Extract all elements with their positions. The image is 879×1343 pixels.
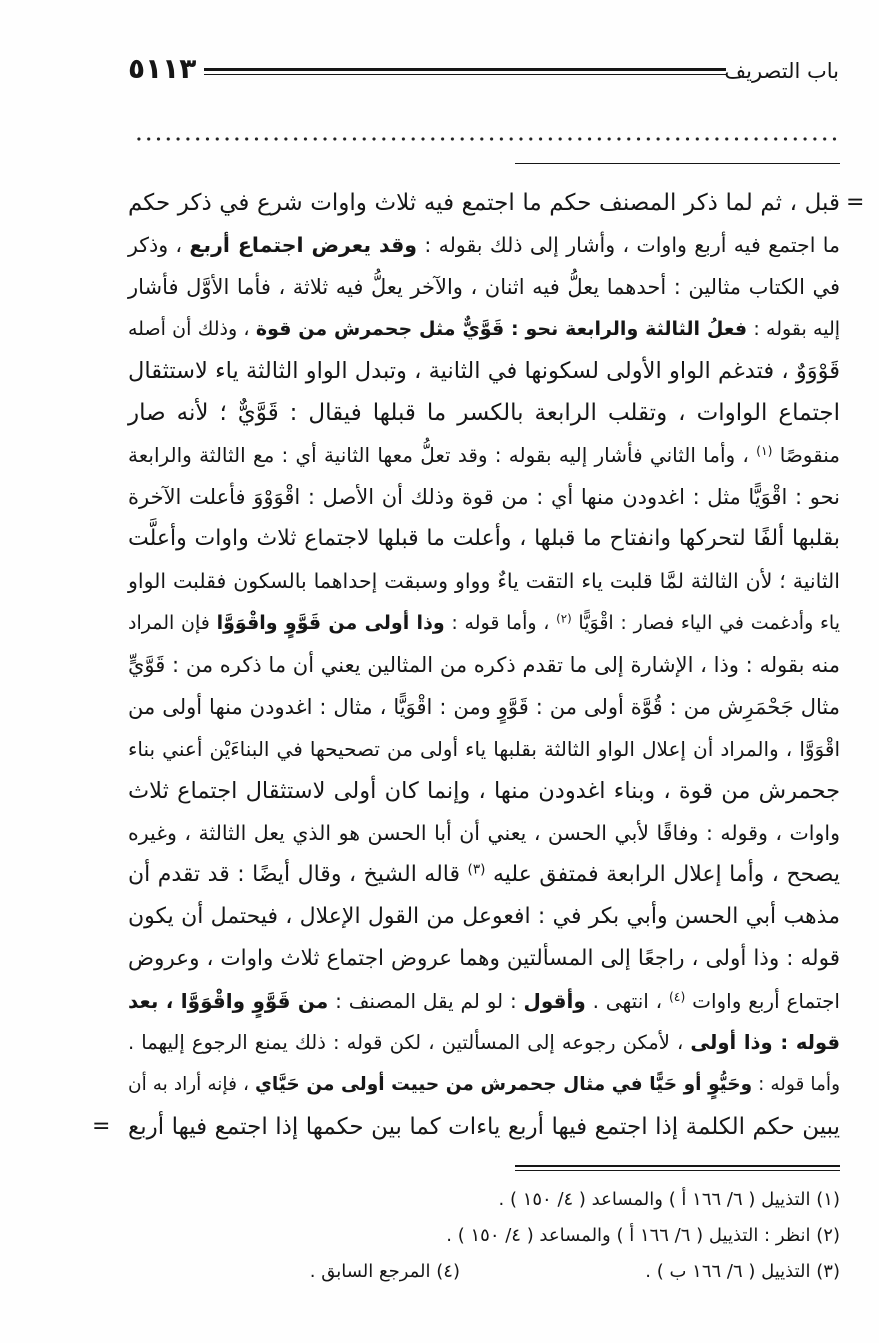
footnote: (٣) التذييل ( ٦/ ١٦٦ ب ) . [645, 1261, 840, 1282]
text-run: واوات ، وقوله : وفاقًا لأبي الحسن ، يعني أن أبا الحسن هو الذي يعل الثالثة ، وغيره [128, 821, 840, 845]
text-line [128, 518, 840, 560]
quoted-text: وقد يعرض اجتماع أربع [189, 233, 418, 257]
text-run: اقْوَوَّا ، والمراد أن إعلال الواو الثالثة بقلبها ياء أولى من تصحيحها في البناءَيْن أعني بناء [128, 737, 840, 761]
text-run: ، لأمكن رجوعه إلى المسألتين ، لكن قوله : ذلك يمنع الرجوع إليهما . [128, 1031, 691, 1054]
quoted-text: وذا أولى من قَوَّوٍ واقْوَوَّا [216, 612, 445, 634]
continuation-mark-start: = [846, 190, 865, 215]
text-line [128, 896, 840, 938]
text-line [128, 1064, 840, 1106]
section-rule [515, 163, 840, 164]
text-run: قبل ، ثم لما ذكر المصنف حكم ما اجتمع فيه ثلاث واوات شرع في ذكر حكم [128, 190, 840, 216]
text-run: يصحح ، وأما إعلال الرابعة فمتفق عليه [485, 862, 840, 887]
text-line [128, 728, 840, 770]
text-line [128, 812, 840, 854]
text-run: جحمرش من قوة ، وبناء اغدودن منها ، وإنما كان أولى لاستثقال اجتماع ثلاث [128, 778, 840, 804]
text-line [128, 1022, 840, 1064]
text-line [128, 938, 840, 980]
footnote-reference: (١) [756, 443, 773, 459]
footnote-reference: (٣) [467, 861, 486, 878]
text-line [128, 644, 840, 686]
footnote-line [128, 1254, 840, 1290]
text-run: اجتماع أربع واوات [685, 989, 840, 1013]
text-line [128, 560, 840, 602]
text-run: قوله : وذا أولى ، راجعًا إلى المسألتين وهما عروض اجتماع ثلاث واوات ، وعروض [128, 946, 840, 971]
dotted-rule [134, 136, 840, 142]
text-line [128, 350, 840, 392]
footnote: (١) التذييل ( ٦/ ١٦٦ أ ) والمساعد ( ٤/ ١٥٠ ) . [498, 1189, 840, 1210]
text-run: ، وأما الثاني فأشار إليه بقوله : وقد تعلُّ معها الثانية أي : مع الثالثة والرابعة [128, 443, 757, 467]
footnote-line [128, 1218, 840, 1254]
text-line [128, 980, 840, 1022]
quoted-text: وحَيُّوٍ أو حَيًّا في مثال جحمرش من حييت أولى من حَيَّاي [254, 1074, 753, 1095]
text-run: ، وذلك أن أصله [128, 318, 256, 340]
text-run: الثانية ؛ لأن الثالثة لمَّا قلبت ياء التقت ياءٌ وواو وسبقت إحداهما بالسكون فقلبت الواو [128, 569, 840, 593]
text-run: قاله الشيخ ، وقال أيضًا : قد تقدم أن [128, 862, 468, 887]
text-run: بقلبها ألفًا لتحركها وانفتاح ما قبلها ، وأعلت ما قبلها لاجتماع ثلاث واوات وأعلَّت [128, 526, 840, 551]
text-run: وأما قوله : [752, 1074, 841, 1095]
text-run: ياء وأدغمت في الياء فصار : اقْوَيًّا [571, 612, 840, 634]
text-run: : لو لم يقل المصنف : [328, 989, 524, 1013]
text-line [128, 434, 840, 476]
text-run: ما اجتمع فيه أربع واوات ، وأشار إلى ذلك بقوله : [417, 233, 840, 257]
text-run: منقوصًا [772, 443, 840, 467]
text-run: فإن المراد [128, 612, 217, 634]
text-run: ، وأما قوله : [444, 612, 557, 634]
text-run: منه بقوله : وذا ، الإشارة إلى ما تقدم ذكره من المثالين يعني أن ما ذكره من : قَوَّيٍّ [128, 653, 840, 677]
text-line [128, 182, 840, 224]
footnote-separator [515, 1165, 840, 1171]
text-line [128, 602, 840, 644]
text-line [128, 266, 840, 308]
text-line [128, 854, 840, 896]
text-run: ، وذكر [128, 233, 190, 257]
header-double-rule [204, 68, 726, 75]
page-number: ٥١١٣ [128, 52, 197, 85]
text-line [128, 770, 840, 812]
text-run: ، انتهى . [585, 989, 669, 1013]
text-run: إليه بقوله : [747, 318, 841, 340]
text-line [128, 686, 840, 728]
text-run: نحو : اقْوَيًّا مثل : اغدودن منها أي : من قوة وذلك أن الأصل : اقْوَوْوَ فأعلت الآخرة [128, 485, 840, 509]
text-run: يبين حكم الكلمة إذا اجتمع فيها أربع ياءات كما بين حكمها إذا اجتمع فيها أربع [128, 1114, 840, 1140]
footnote-line [128, 1182, 840, 1218]
running-title: باب التصريف [724, 59, 839, 83]
main-text [128, 182, 840, 1148]
text-run: اجتماع الواوات ، وتقلب الرابعة بالكسر ما قبلها فيقال : قَوَّيٌّ ؛ لأنه صار [128, 400, 840, 426]
continuation-mark-end: = [92, 1114, 111, 1139]
text-line [128, 1106, 840, 1148]
quoted-text: من قَوَّوٍ واقْوَوَّا ، بعد [128, 989, 329, 1013]
text-line [128, 308, 840, 350]
text-run: ، فإنه أراد به أن [128, 1074, 255, 1095]
text-run: مذهب أبي الحسن وأبي بكر في : افعوعل من القول الإعلال ، فيحتمل أن يكون [128, 904, 840, 929]
quoted-text: وأقول [523, 989, 586, 1013]
text-run: قَوْوَوٌ ، فتدغم الواو الأولى لسكونها في الثانية ، وتبدل الواو الثالثة ياء لاستثقال [128, 358, 840, 384]
text-line [128, 224, 840, 266]
footnote: (٤) المرجع السابق . [309, 1261, 460, 1282]
footnotes [128, 1182, 840, 1290]
quoted-text: قوله : وذا أولى [690, 1031, 840, 1054]
footnote-reference: (٤) [668, 989, 686, 1005]
text-line [128, 392, 840, 434]
quoted-text: فعلُ الثالثة والرابعة نحو : قَوَّيٌّ مثل جحمرش من قوة [255, 318, 748, 340]
footnote-reference: (٢) [556, 611, 572, 626]
text-run: في الكتاب مثالين : أحدهما يعلُّ فيه اثنان ، والآخر يعلُّ فيه ثلاثة ، فأما الأوَّل فأشار [128, 275, 840, 299]
text-run: مثال جَحْمَرِش من : قُوَّة أولى من : قَوَّوٍ ومن : اقْوَيًّا ، مثال : اغدودن منها أولى من [128, 695, 840, 719]
footnote: (٢) انظر : التذييل ( ٦/ ١٦٦ أ ) والمساعد ( ٤/ ١٥٠ ) . [446, 1225, 840, 1246]
text-line [128, 476, 840, 518]
